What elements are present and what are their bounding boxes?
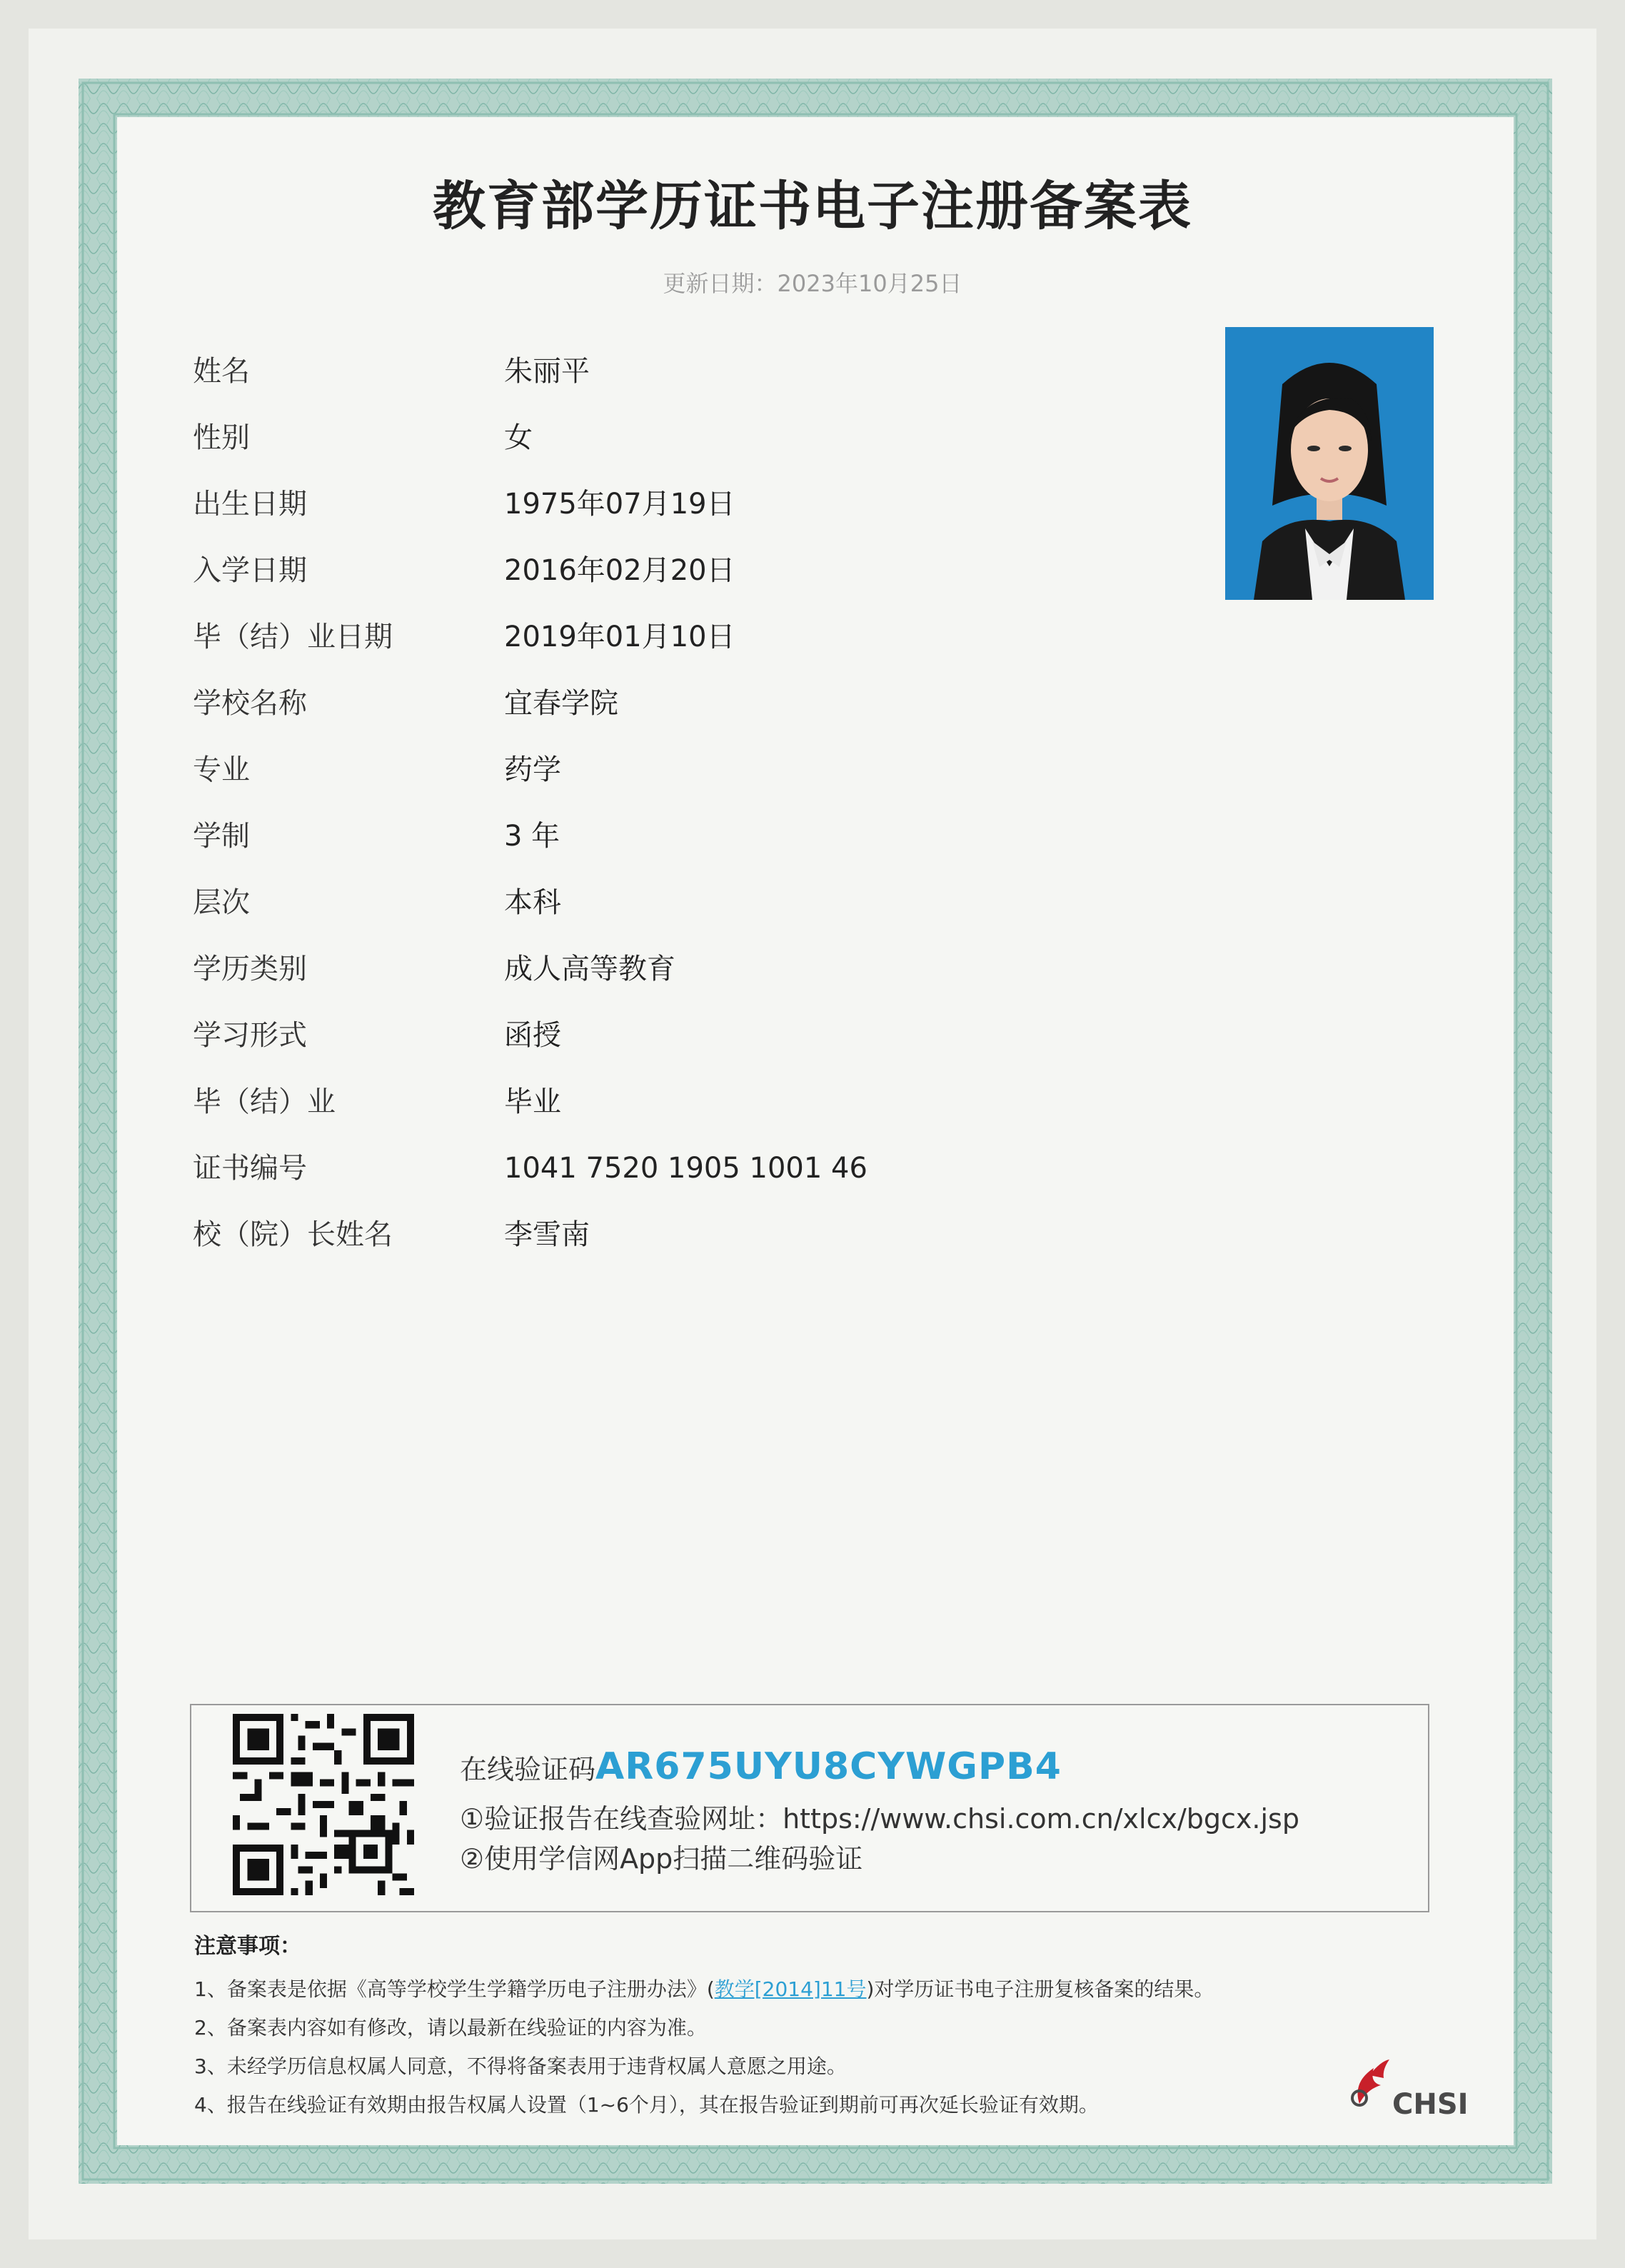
field-value: 朱丽平 [504,355,590,388]
field-row-gender [193,416,1192,459]
verification-code-label: 在线验证码 [460,1754,596,1785]
field-value: 宜春学院 [504,687,618,720]
regulation-link[interactable]: 教学[2014]11号 [714,1977,867,2001]
field-row-level [193,881,1192,924]
field-value: 函授 [504,1019,561,1052]
note-item-1 [194,1974,1214,2002]
chsi-logo-text: CHSI [1392,2088,1469,2121]
field-row-major [193,748,1192,791]
field-label: 学历类别 [193,953,307,985]
field-label: 入学日期 [193,554,307,587]
field-value: 成人高等教育 [504,953,675,985]
note-text: 1、备案表是依据《高等学校学生学籍学历电子注册办法》( [194,1977,715,2001]
field-row-school [193,682,1192,725]
verification-code-line [460,1745,1062,1788]
field-row-enrollment-date [193,549,1192,592]
note-text: )对学历证书电子注册复核备案的结果。 [866,1977,1214,2001]
field-label: 证书编号 [193,1152,307,1185]
field-label: 性别 [193,421,250,454]
field-label: 姓名 [193,355,250,388]
field-value: 本科 [504,886,561,919]
notes-heading: 注意事项： [194,1934,301,1959]
field-label: 层次 [193,886,250,919]
field-label: 出生日期 [193,488,307,521]
field-value: 2019年01月10日 [504,621,735,653]
document-title: 教育部学历证书电子注册备案表 [433,176,1192,237]
field-value: 1041 7520 1905 1001 46 [504,1152,867,1185]
field-value: 2016年02月20日 [504,554,735,587]
field-value: 毕业 [504,1085,561,1118]
verification-app-line: ②使用学信网App扫描二维码验证 [460,1843,863,1875]
field-label: 校（院）长姓名 [193,1218,393,1251]
verification-url-line[interactable]: ①验证报告在线查验网址：https://www.chsi.com.cn/xlcx/bgcx.jsp [460,1803,1299,1835]
field-value: 李雪南 [504,1218,590,1251]
verification-code: AR675UYU8CYWGPB4 [595,1745,1062,1788]
field-row-graduation-date [193,616,1192,658]
field-value: 1975年07月19日 [504,488,735,521]
field-value: 3 年 [504,820,560,853]
note-item-4: 4、报告在线验证有效期由报告权属人设置（1~6个月），其在报告验证到期前可再次延长验证有效期。 [194,2093,1099,2117]
field-label: 学习形式 [193,1019,307,1052]
field-row-president-name [193,1213,1192,1256]
field-row-duration [193,815,1192,858]
id-photo [1225,327,1434,600]
field-label: 专业 [193,753,250,786]
qr-code-icon[interactable] [233,1714,414,1895]
field-label: 学制 [193,820,250,853]
update-date: 更新日期：2023年10月25日 [663,270,962,297]
field-row-study-mode [193,1014,1192,1057]
field-row-name [193,350,1192,393]
field-label: 学校名称 [193,687,307,720]
field-row-education-type [193,948,1192,990]
field-value: 女 [504,421,533,454]
note-item-3: 3、未经学历信息权属人同意，不得将备案表用于违背权属人意愿之用途。 [194,2054,847,2078]
field-label: 毕（结）业日期 [193,621,393,653]
field-value: 药学 [504,753,561,786]
field-row-graduation-status [193,1080,1192,1123]
field-row-birth-date [193,483,1192,526]
note-item-2: 2、备案表内容如有修改，请以最新在线验证的内容为准。 [194,2016,707,2039]
field-row-certificate-number [193,1147,1192,1190]
field-label: 毕（结）业 [193,1085,336,1118]
